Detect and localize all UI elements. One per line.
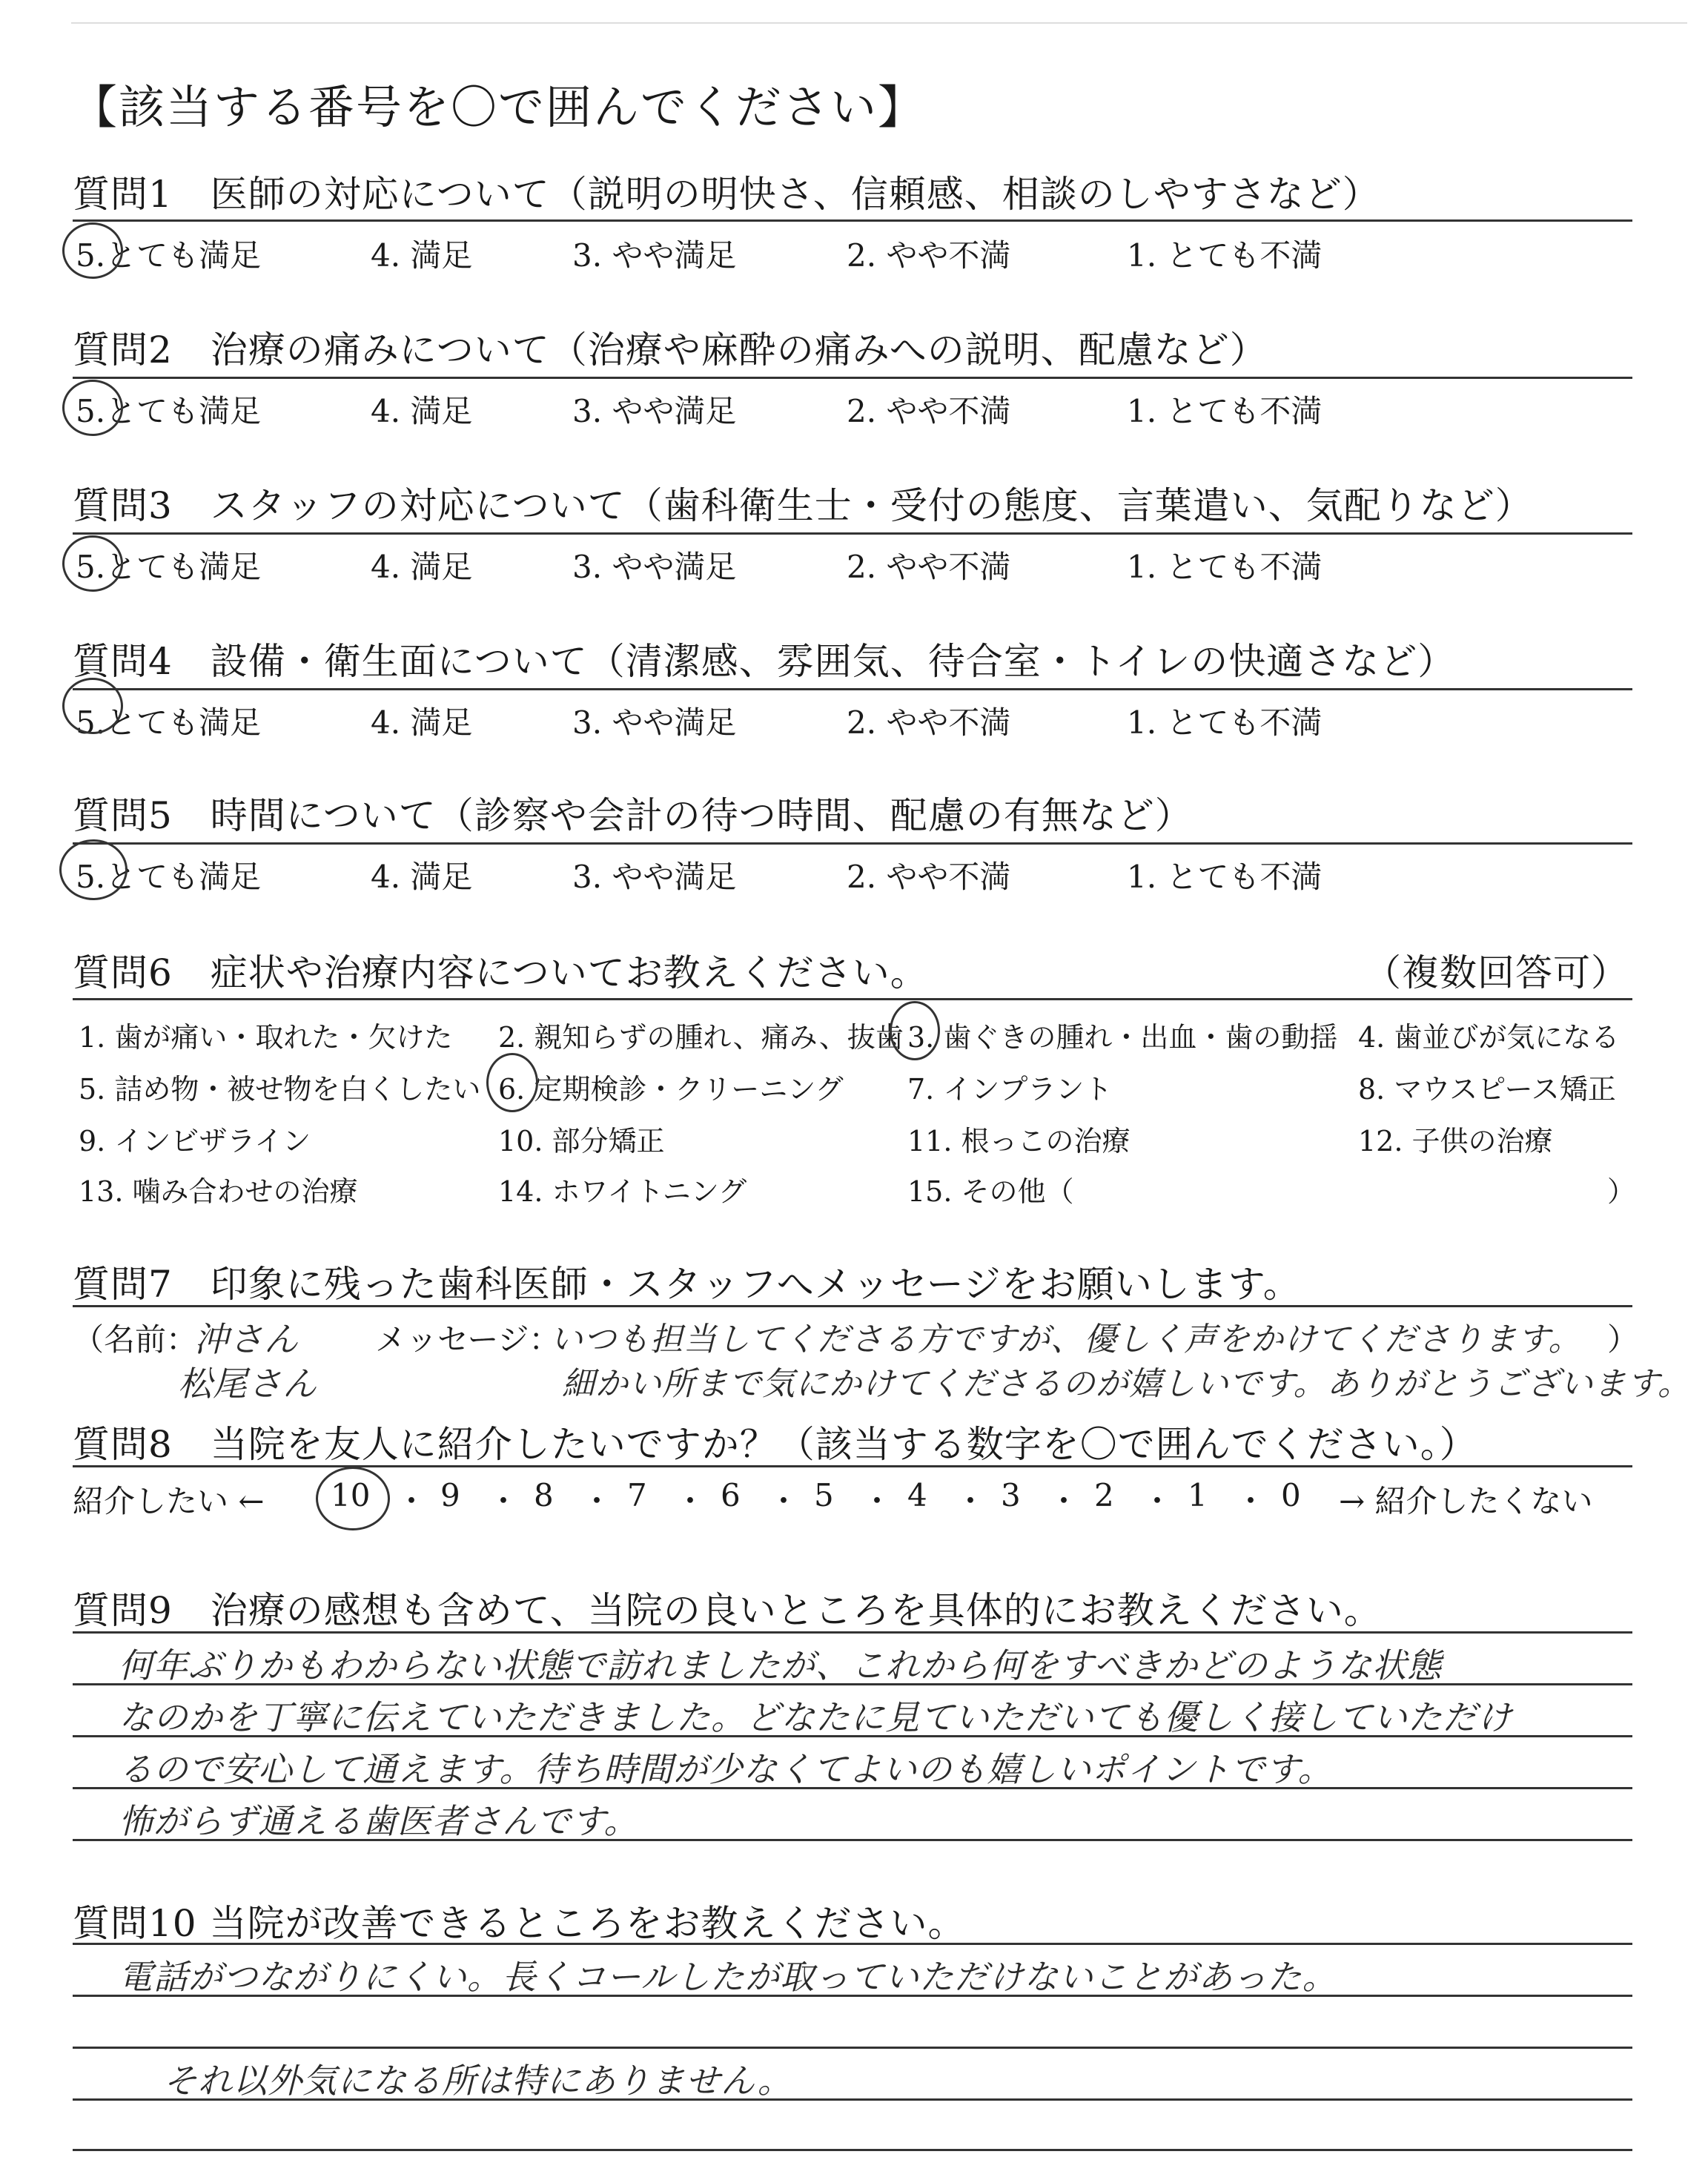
q10-rule-1 — [73, 1943, 1632, 1945]
q3-selected-circle — [62, 535, 123, 592]
q4-option-2[interactable]: 2. やや不満 — [847, 704, 1011, 741]
q6-option-10[interactable]: 10. 部分矯正 — [498, 1125, 665, 1157]
q6-selected-circle-6 — [486, 1053, 538, 1112]
q8-value-2[interactable]: 2 — [1094, 1477, 1114, 1513]
q2-option-5[interactable]: 5.とても満足 — [76, 393, 262, 429]
q8-dot: ・ — [396, 1483, 428, 1519]
q7-message-label: メッセージ： — [375, 1321, 560, 1358]
q6-option-6[interactable]: 6. 定期検診・クリーニング — [498, 1073, 844, 1106]
q10-rule-3 — [73, 2047, 1632, 2049]
q5-option-3[interactable]: 3. やや満足 — [572, 859, 737, 895]
q7-name-label: （名前： — [73, 1321, 198, 1358]
q8-dot: ・ — [1142, 1483, 1174, 1519]
question-6-rule — [73, 998, 1632, 1000]
q8-value-5[interactable]: 5 — [814, 1477, 834, 1513]
q6-option-13[interactable]: 13. 噛み合わせの治療 — [79, 1175, 358, 1208]
q8-dot: ・ — [581, 1483, 613, 1519]
q9-rule-1 — [73, 1631, 1632, 1634]
q1-option-5[interactable]: 5.とても満足 — [76, 237, 262, 274]
question-6-title: 質問6 症状や治療内容についてお教えください。 — [73, 951, 928, 994]
q9-line-3: るので安心して通えます。待ち時間が少なくてよいのも嬉しいポイントです。 — [119, 1749, 1333, 1789]
q4-option-5[interactable]: 5.とても満足 — [76, 704, 262, 741]
q10-line-1: 電話がつながりにくい。長くコールしたが取っていただけないことがあった。 — [119, 1957, 1337, 1997]
q7-name-2: 松尾さん — [178, 1364, 317, 1404]
q4-option-1[interactable]: 1. とても不満 — [1127, 704, 1323, 741]
q6-option-15[interactable]: 15. その他（ — [907, 1175, 1074, 1208]
question-2-rule — [73, 377, 1632, 379]
q9-line-4: 怖がらず通える歯医者さんです。 — [119, 1801, 639, 1841]
q3-option-4[interactable]: 4. 満足 — [371, 549, 473, 585]
q7-message-line-1: いつも担当してくださる方ですが、優しく声をかけてくださります。 — [550, 1321, 1582, 1358]
question-4-rule — [73, 688, 1632, 690]
q9-line-2: なのかを丁寧に伝えていただきました。どなたに見ていただいても優しく接していただけ — [119, 1697, 1512, 1737]
question-8-rule — [73, 1465, 1632, 1467]
q1-selected-circle — [62, 222, 123, 279]
q8-value-3[interactable]: 3 — [1001, 1477, 1021, 1513]
q8-dot: ・ — [861, 1483, 893, 1519]
q8-dot: ・ — [675, 1483, 706, 1519]
q8-dot: ・ — [1048, 1483, 1080, 1519]
q9-line-1: 何年ぶりかもわからない状態で訪れましたが、これから何をすべきかどのような状態 — [119, 1645, 1443, 1685]
scan-edge — [71, 22, 1687, 24]
q5-option-1[interactable]: 1. とても不満 — [1127, 859, 1323, 895]
q6-option-1[interactable]: 1. 歯が痛い・取れた・欠けた — [79, 1021, 453, 1054]
q6-option-14[interactable]: 14. ホワイトニング — [498, 1175, 747, 1208]
q3-option-1[interactable]: 1. とても不満 — [1127, 549, 1323, 585]
q8-value-0[interactable]: 0 — [1281, 1477, 1301, 1513]
q5-option-5[interactable]: 5.とても満足 — [76, 859, 262, 895]
q6-option-11[interactable]: 11. 根っこの治療 — [907, 1125, 1131, 1157]
q8-left-label: 紹介したい ← — [73, 1483, 265, 1519]
q6-option-4[interactable]: 4. 歯並びが気になる — [1358, 1021, 1620, 1054]
question-8-title: 質問8 当院を友人に紹介したいですか？（該当する数字を〇で囲んでください。） — [73, 1423, 1477, 1466]
q6-option-15-close: ） — [1607, 1175, 1636, 1208]
q3-option-5[interactable]: 5.とても満足 — [76, 549, 262, 585]
page-title: 【該当する番号を〇で囲んでください】 — [71, 80, 926, 134]
q2-selected-circle — [62, 380, 123, 436]
q1-option-4[interactable]: 4. 満足 — [371, 237, 473, 274]
q7-name-1: 沖さん — [194, 1319, 299, 1359]
question-3-rule — [73, 532, 1632, 535]
q8-value-7[interactable]: 7 — [627, 1477, 647, 1513]
q8-value-9[interactable]: 9 — [440, 1477, 460, 1513]
q8-value-10[interactable]: 10 — [331, 1477, 371, 1513]
question-10-title: 質問10 当院が改善できるところをお教えください。 — [73, 1902, 966, 1945]
q3-option-2[interactable]: 2. やや不満 — [847, 549, 1011, 585]
q6-option-7[interactable]: 7. インプラント — [907, 1073, 1113, 1106]
q8-value-8[interactable]: 8 — [534, 1477, 554, 1513]
q8-value-1[interactable]: 1 — [1188, 1477, 1208, 1513]
q8-dot: ・ — [1235, 1483, 1267, 1519]
q1-option-1[interactable]: 1. とても不満 — [1127, 237, 1323, 274]
q8-value-4[interactable]: 4 — [907, 1477, 927, 1513]
q8-dot: ・ — [768, 1483, 800, 1519]
question-7-rule — [73, 1305, 1632, 1307]
q4-option-3[interactable]: 3. やや満足 — [572, 704, 737, 741]
q8-dot: ・ — [488, 1483, 520, 1519]
q3-option-3[interactable]: 3. やや満足 — [572, 549, 737, 585]
question-6-note: （複数回答可） — [1364, 951, 1629, 994]
q6-option-9[interactable]: 9. インビザライン — [79, 1125, 311, 1157]
question-3-title: 質問3 スタッフの対応について（歯科衛生士・受付の態度、言葉遣い、気配りなど） — [73, 484, 1533, 527]
q2-option-2[interactable]: 2. やや不満 — [847, 393, 1011, 429]
q10-rule-5 — [73, 2149, 1632, 2151]
q7-close: ） — [1607, 1321, 1639, 1358]
question-9-title: 質問9 治療の感想も含めて、当院の良いところを具体的にお教えください。 — [73, 1589, 1382, 1632]
question-5-rule — [73, 842, 1632, 845]
q1-option-3[interactable]: 3. やや満足 — [572, 237, 737, 274]
q2-option-3[interactable]: 3. やや満足 — [572, 393, 737, 429]
q4-option-4[interactable]: 4. 満足 — [371, 704, 473, 741]
q2-option-4[interactable]: 4. 満足 — [371, 393, 473, 429]
question-5-title: 質問5 時間について（診察や会計の待つ時間、配慮の有無など） — [73, 794, 1193, 837]
q8-value-6[interactable]: 6 — [721, 1477, 741, 1513]
question-4-title: 質問4 設備・衛生面について（清潔感、雰囲気、待合室・トイレの快適さなど） — [73, 640, 1456, 683]
q6-option-8[interactable]: 8. マウスピース矯正 — [1358, 1073, 1616, 1106]
q10-line-2: それ以外気になる所は特にありません。 — [163, 2061, 792, 2101]
q5-selected-circle — [59, 839, 128, 900]
q6-selected-circle-3 — [890, 1001, 940, 1060]
question-2-title: 質問2 治療の痛みについて（治療や麻酔の痛みへの説明、配慮など） — [73, 328, 1268, 371]
q5-option-4[interactable]: 4. 満足 — [371, 859, 473, 895]
question-1-rule — [73, 219, 1632, 222]
q6-option-3[interactable]: 3. 歯ぐきの腫れ・出血・歯の動揺 — [907, 1021, 1338, 1054]
q5-option-2[interactable]: 2. やや不満 — [847, 859, 1011, 895]
q8-dot: ・ — [955, 1483, 987, 1519]
q7-message-line-2: 細かい所まで気にかけてくださるのが嬉しいです。ありがとうございます。 — [562, 1365, 1691, 1403]
q1-option-2[interactable]: 2. やや不満 — [847, 237, 1011, 274]
question-7-title: 質問7 印象に残った歯科医師・スタッフへメッセージをお願いします。 — [73, 1263, 1301, 1306]
q4-selected-circle — [62, 678, 123, 734]
q6-option-2[interactable]: 2. 親知らずの腫れ、痛み、抜歯 — [498, 1021, 904, 1054]
q6-option-5[interactable]: 5. 詰め物・被せ物を白くしたい — [79, 1073, 481, 1106]
q6-option-12[interactable]: 12. 子供の治療 — [1358, 1125, 1553, 1157]
question-1-title: 質問1 医師の対応について（説明の明快さ、信頼感、相談のしやすさなど） — [73, 173, 1380, 216]
q8-selected-circle — [316, 1467, 390, 1530]
q8-right-label: → 紹介したくない — [1339, 1483, 1593, 1519]
q2-option-1[interactable]: 1. とても不満 — [1127, 393, 1323, 429]
